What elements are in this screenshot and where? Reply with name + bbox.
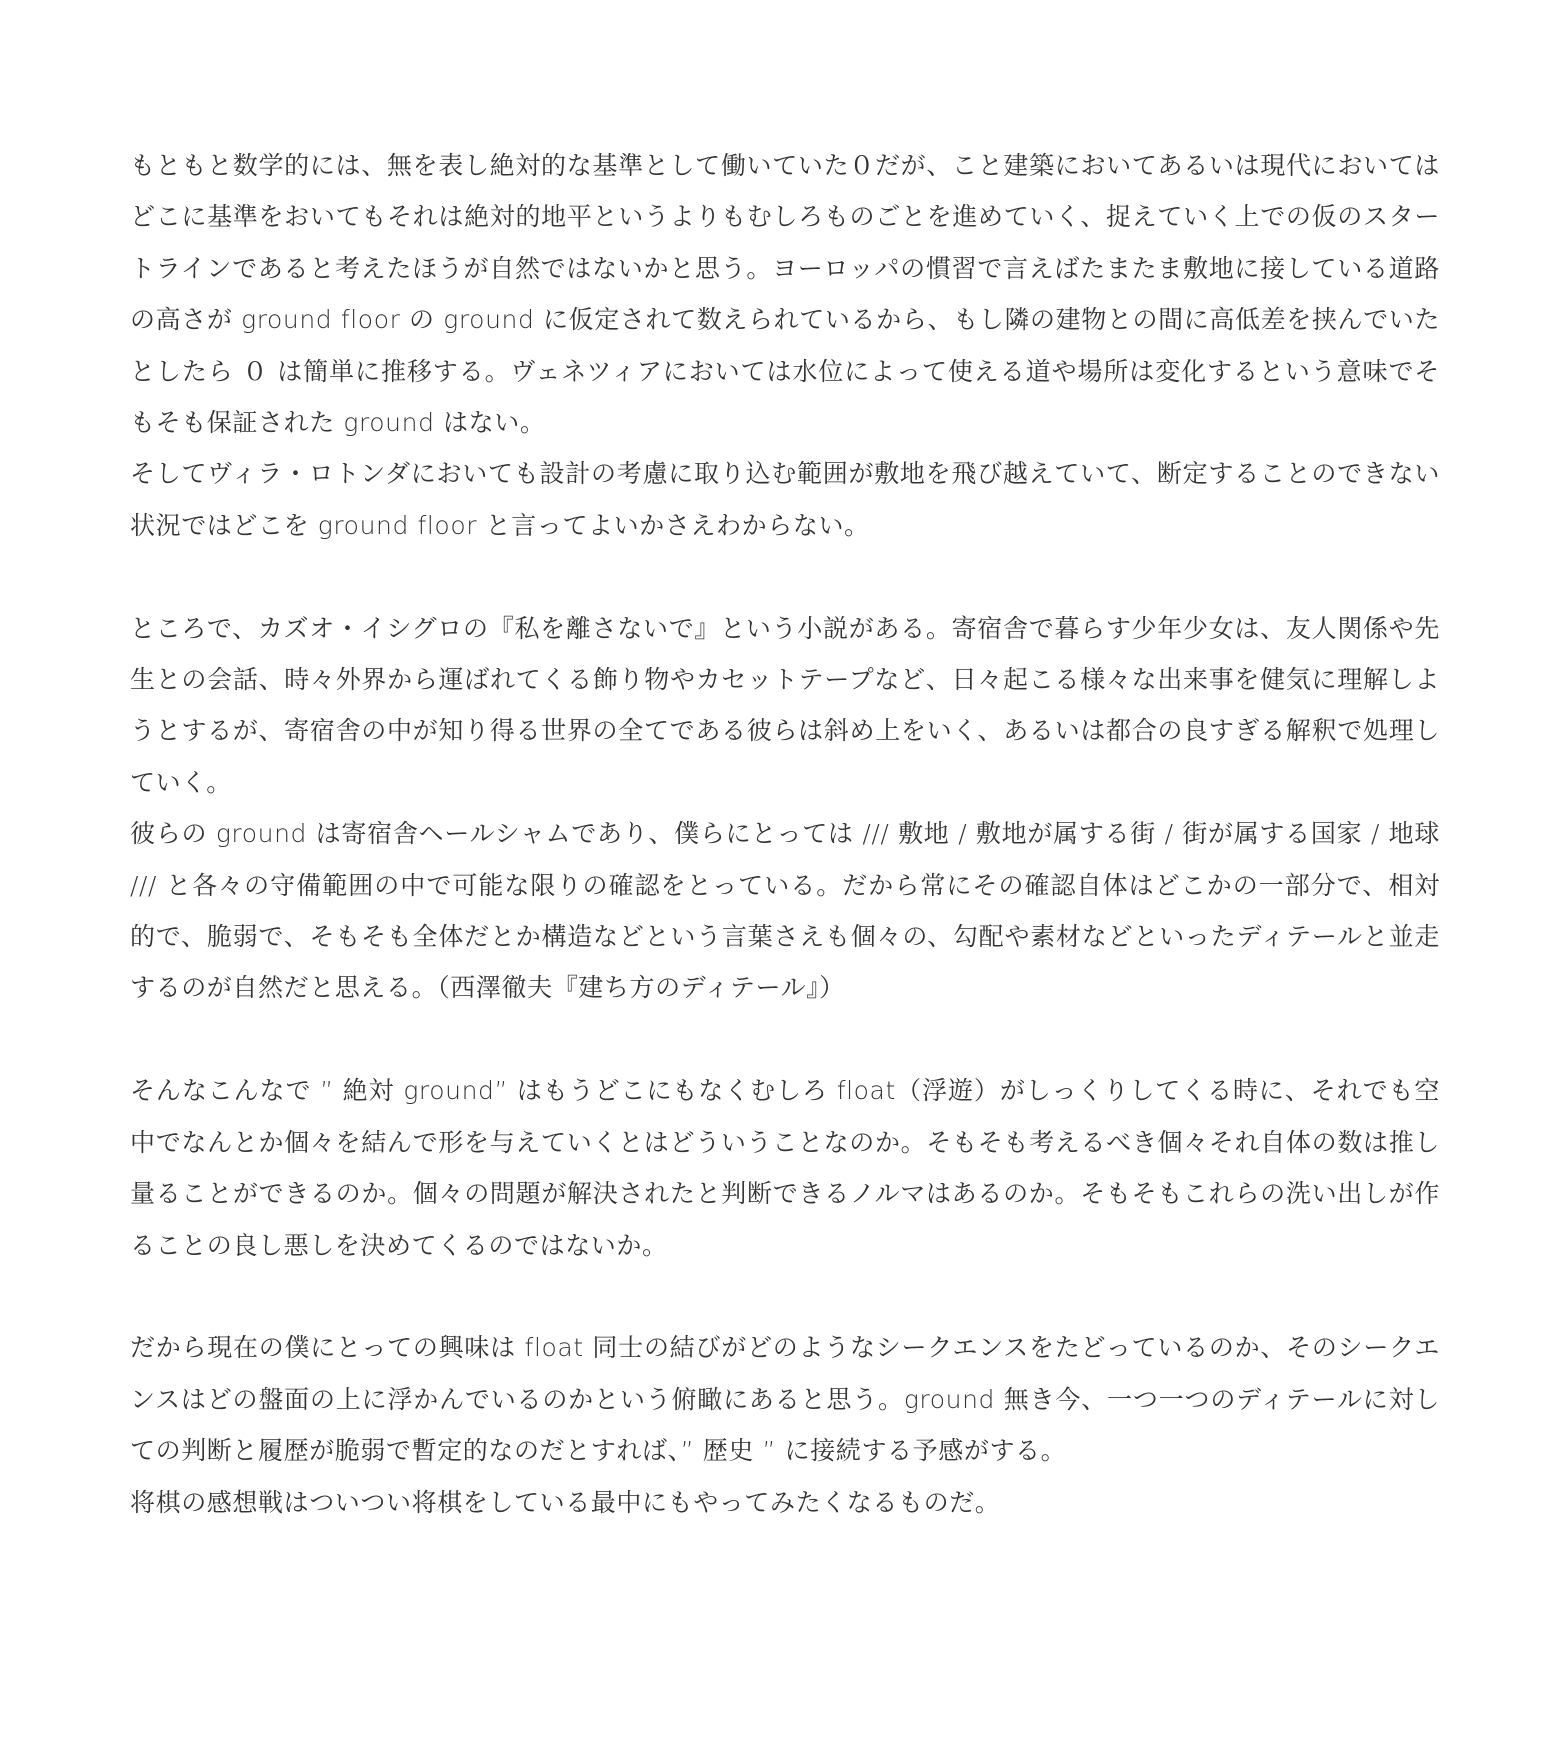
paragraph-zero-ground: [130, 140, 1440, 551]
paragraph-spacer: [130, 551, 1440, 602]
paragraph-text: そんなこんなで ” 絶対 ground” はもうどこにもなくむしろ float（浮遊）がしっくりしてくる時に、それでも空中でなんとか個々を結んで形を与えていくとはどういうことなのか。そもそも考えるべき個々それ自体の数は推し量ることができるのか。個々の問題が解決されたと判断できるノルマはあるのか。そもそもこれらの洗い出しが作ることの良し悪しを決めてくるのではないか。: [130, 1076, 1440, 1260]
paragraph-text: そしてヴィラ・ロトンダにおいても設計の考慮に取り込む範囲が敷地を飛び越えていて、断定することのできない状況ではどこを ground floor と言ってよいかさえわからない。: [130, 459, 1440, 540]
paragraph-text: だから現在の僕にとっての興味は float 同士の結びがどのようなシークエンスをたどっているのか、そのシークエンスはどの盤面の上に浮かんでいるのかという俯瞰にあると思う。ground 無き今、一つ一つのディテールに対しての判断と履歴が脆弱で暫定的なのだとすれば、” 歴史 ” に接続する予感がする。: [130, 1333, 1440, 1466]
paragraph-text: ところで、カズオ・イシグロの『私を離さないで』という小説がある。寄宿舎で暮らす少年少女は、友人関係や先生との会話、時々外界から運ばれてくる飾り物やカセットテープなど、日々起こる様々な出来事を健気に理解しようとするが、寄宿舎の中が知り得る世界の全てである彼らは斜め上をいく、あるいは都合の良すぎる解釈で処理していく。: [130, 613, 1440, 797]
paragraph-ishiguro: [130, 603, 1440, 1014]
paragraph-spacer: [130, 1271, 1440, 1322]
paragraph-spacer: [130, 1014, 1440, 1065]
paragraph-text: 将棋の感想戦はついつい将棋をしている最中にもやってみたくなるものだ。: [130, 1487, 1001, 1517]
paragraph-text: もともと数学的には、無を表し絶対的な基準として働いていた０だが、こと建築においてあるいは現代においてはどこに基準をおいてもそれは絶対的地平というよりもむしろものごとを進めていく、捉えていく上での仮のスタートラインであると考えたほうが自然ではないかと思う。ヨーロッパの慣習で言えばたまたま敷地に接している道路の高さが ground floor の ground に仮定されて数えられているから、もし隣の建物との間に高低差を挟んでいたとしたら ０ は簡単に推移する。ヴェネツィアにおいては水位によって使える道や場所は変化するという意味でそもそも保証された ground はない。: [130, 151, 1440, 438]
paragraph-float: [130, 1065, 1440, 1271]
article-body: [130, 140, 1440, 1528]
paragraph-text: 彼らの ground は寄宿舎ヘールシャムであり、僕らにとっては /// 敷地 / 敷地が属する街 / 街が属する国家 / 地球 /// と各々の守備範囲の中で可能な限りの確認をとっている。だから常にその確認自体はどこかの一部分で、相対的で、脆弱で、そもそも全体だとか構造などという言葉さえも個々の、勾配や素材などといったディテールと並走するのが自然だと思える。（西澤徹夫『建ち方のディテール』）: [130, 819, 1440, 1003]
paragraph-sequence: [130, 1322, 1440, 1528]
